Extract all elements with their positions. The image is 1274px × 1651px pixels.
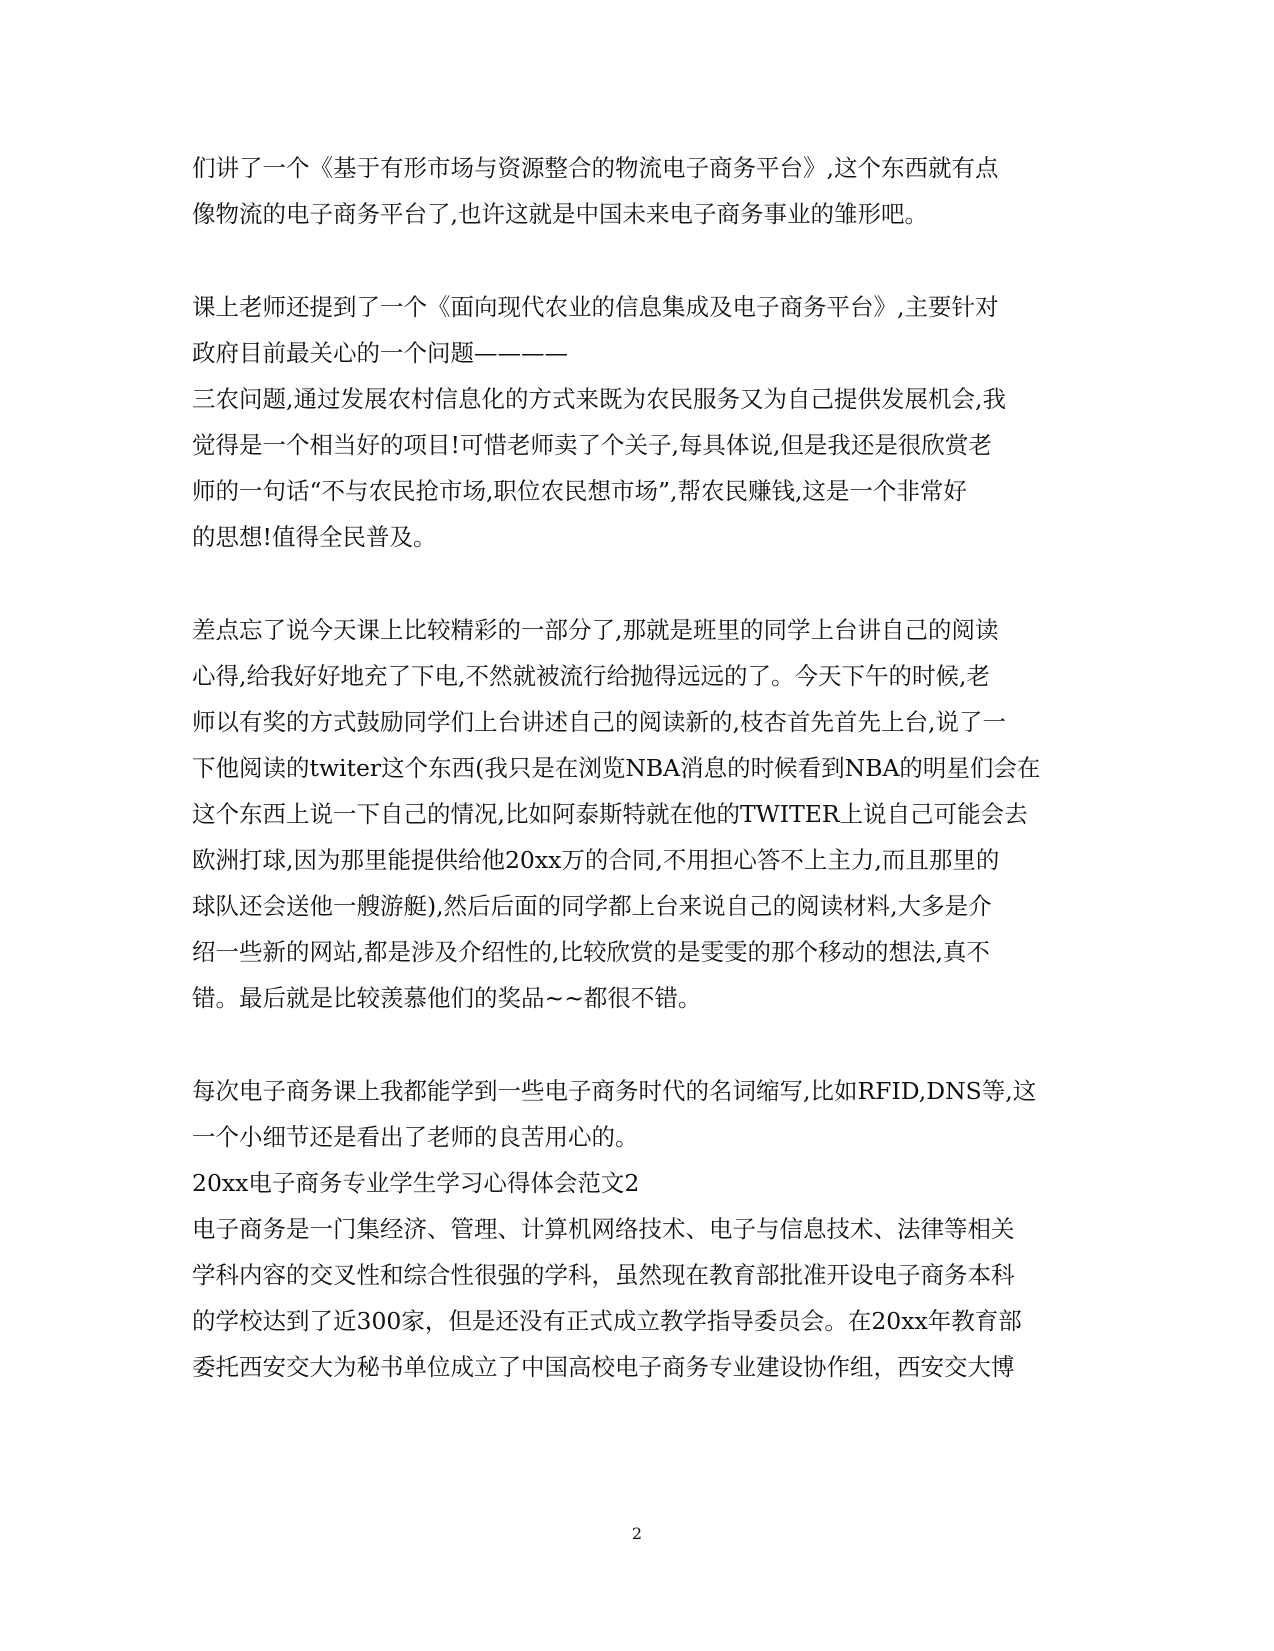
text-line: 每次电子商务课上我都能学到一些电子商务时代的名词缩写,比如RFID,DNS等,这	[192, 1077, 1037, 1105]
text-line: 一个小细节还是看出了老师的良苦用心的。	[192, 1123, 639, 1151]
text-line: 们讲了一个《基于有形市场与资源整合的物流电子商务平台》,这个东西就有点	[192, 154, 999, 182]
text-line: 欧洲打球,因为那里能提供给他20xx万的合同,不用担心答不上主力,而且那里的	[192, 846, 1000, 874]
text-line: 师的一句话“不与农民抢市场,职位农民想市场”,帮农民赚钱,这是一个非常好	[192, 477, 967, 505]
text-line: 这个东西上说一下自己的情况,比如阿泰斯特就在他的TWITER上说自己可能会去	[192, 800, 1028, 828]
text-line: 师以有奖的方式鼓励同学们上台讲述自己的阅读新的,枝杏首先首先上台,说了一	[192, 708, 1006, 736]
text-line: 课上老师还提到了一个《面向现代农业的信息集成及电子商务平台》,主要针对	[192, 293, 999, 321]
text-line: 学科内容的交叉性和综合性很强的学科，虽然现在教育部批准开设电子商务本科	[192, 1261, 1015, 1289]
section-heading: 20xx电子商务专业学生学习心得体会范文2	[192, 1169, 640, 1197]
page-number: 2	[631, 1524, 643, 1543]
text-line: 下他阅读的twiter这个东西(我只是在浏览NBA消息的时候看到NBA的明星们会在	[192, 754, 1041, 782]
text-line: 球队还会送他一艘游艇),然后后面的同学都上台来说自己的阅读材料,大多是介	[192, 892, 992, 920]
text-line: 错。最后就是比较羡慕他们的奖品~~都很不错。	[192, 984, 702, 1012]
text-line: 心得,给我好好地充了下电,不然就被流行给抛得远远的了。今天下午的时候,老	[192, 662, 990, 690]
text-line: 像物流的电子商务平台了,也许这就是中国未来电子商务事业的雏形吧。	[192, 200, 928, 228]
text-line: 委托西安交大为秘书单位成立了中国高校电子商务专业建设协作组，西安交大博	[192, 1353, 1015, 1381]
text-line: 的学校达到了近300家，但是还没有正式成立教学指导委员会。在20xx年教育部	[192, 1307, 1022, 1335]
text-line: 差点忘了说今天课上比较精彩的一部分了,那就是班里的同学上台讲自己的阅读	[192, 616, 999, 644]
text-line: 电子商务是一门集经济、管理、计算机网络技术、电子与信息技术、法律等相关	[192, 1215, 1015, 1243]
text-line: 的思想!值得全民普及。	[192, 523, 437, 551]
text-line: 三农问题,通过发展农村信息化的方式来既为农民服务又为自己提供发展机会,我	[192, 385, 1006, 413]
text-line: 政府目前最关心的一个问题————	[192, 339, 568, 367]
text-line: 绍一些新的网站,都是涉及介绍性的,比较欣赏的是雯雯的那个移动的想法,真不	[192, 938, 990, 966]
text-line: 觉得是一个相当好的项目!可惜老师卖了个关子,每具体说,但是我还是很欣赏老	[192, 431, 992, 459]
